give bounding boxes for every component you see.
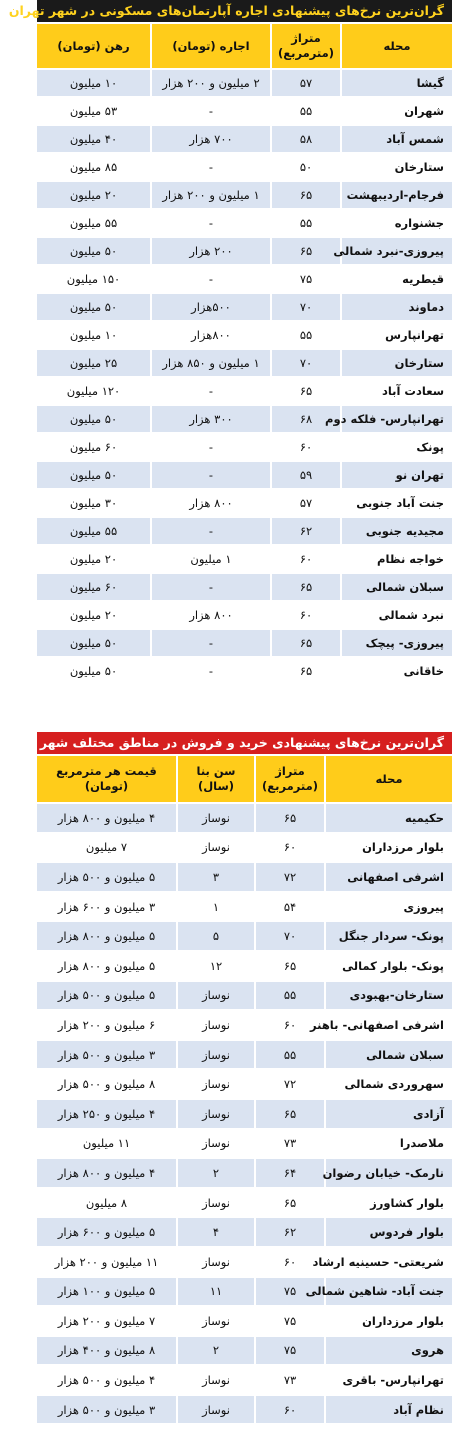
rent-cell-deposit: ۵۰ میلیون: [37, 462, 150, 488]
table-row: [37, 893, 452, 921]
table-row: [37, 378, 452, 404]
table-row: [37, 1307, 452, 1335]
sale-cell-area: نارمک- خیابان رضوان: [324, 1159, 452, 1187]
rent-cell-size: ۵۵: [270, 322, 340, 348]
sale-cell-price: ۵ میلیون و ۵۰۰ هزار: [37, 982, 176, 1010]
rent-cell-deposit: ۵۰ میلیون: [37, 294, 150, 320]
sale-cell-size: ۷۳: [254, 1366, 324, 1394]
rent-cell-rent: -: [150, 266, 270, 292]
rent-cell-size: ۵۸: [270, 126, 340, 152]
table-row: [37, 952, 452, 980]
sale-cell-age: نوساز: [176, 1307, 254, 1335]
table-row: [37, 1248, 452, 1276]
rent-cell-size: ۶۰: [270, 546, 340, 572]
sale-cell-price: ۱۱ میلیون و ۲۰۰ هزار: [37, 1248, 176, 1276]
rent-cell-deposit: ۵۰ میلیون: [37, 406, 150, 432]
sale-cell-size: ۷۵: [254, 1307, 324, 1335]
table-row: [37, 98, 452, 124]
rent-cell-rent: -: [150, 462, 270, 488]
rent-cell-rent: ۱ میلیون و ۲۰۰ هزار: [150, 182, 270, 208]
rent-cell-deposit: ۵۰ میلیون: [37, 630, 150, 656]
rent-cell-size: ۶۰: [270, 602, 340, 628]
table-row: [37, 1396, 452, 1424]
rent-header-row: [37, 24, 452, 68]
sale-cell-size: ۷۰: [254, 922, 324, 950]
rent-cell-deposit: ۱۵۰ میلیون: [37, 266, 150, 292]
sale-cell-age: نوساز: [176, 1011, 254, 1039]
table-row: [37, 490, 452, 516]
rent-cell-rent: ۷۰۰ هزار: [150, 126, 270, 152]
rent-cell-deposit: ۴۰ میلیون: [37, 126, 150, 152]
table-row: [37, 834, 452, 862]
table-row: [37, 1366, 452, 1394]
table-row: [37, 70, 452, 96]
rent-cell-area: جنت آباد جنوبی: [340, 490, 452, 516]
table-row: [37, 462, 452, 488]
table-row: [37, 1189, 452, 1217]
rent-table: [37, 22, 452, 686]
table-row: [37, 126, 452, 152]
sale-cell-price: ۳ میلیون و ۶۰۰ هزار: [37, 893, 176, 921]
rent-cell-size: ۶۰: [270, 434, 340, 460]
sale-cell-price: ۵ میلیون و ۸۰۰ هزار: [37, 952, 176, 980]
sale-cell-size: ۶۰: [254, 1011, 324, 1039]
rent-cell-rent: ۳۰۰ هزار: [150, 406, 270, 432]
sale-cell-area: نظام آباد: [324, 1396, 452, 1424]
rent-cell-deposit: ۱۰ میلیون: [37, 322, 150, 348]
rent-cell-area: سعادت آباد: [340, 378, 452, 404]
table-row: [37, 546, 452, 572]
rent-header-rent: اجاره (تومان): [150, 24, 270, 68]
rent-cell-rent: -: [150, 630, 270, 656]
sale-cell-area: هروی: [324, 1337, 452, 1365]
rent-cell-rent: -: [150, 378, 270, 404]
table-row: [37, 1159, 452, 1187]
rent-cell-size: ۵۹: [270, 462, 340, 488]
rent-cell-rent: -: [150, 658, 270, 684]
table-row: [37, 602, 452, 628]
sale-cell-area: سبلان شمالی: [324, 1041, 452, 1069]
table-row: [37, 266, 452, 292]
sale-cell-price: ۸ میلیون و ۴۰۰ هزار: [37, 1337, 176, 1365]
sale-cell-age: ۳: [176, 863, 254, 891]
sale-cell-size: ۵۴: [254, 893, 324, 921]
table-row: [37, 804, 452, 832]
sale-cell-area: پونک- سردار جنگل: [324, 922, 452, 950]
sale-cell-size: ۵۵: [254, 1041, 324, 1069]
sale-cell-price: ۵ میلیون و ۱۰۰ هزار: [37, 1278, 176, 1306]
table-row: [37, 922, 452, 950]
sale-cell-price: ۴ میلیون و ۸۰۰ هزار: [37, 804, 176, 832]
rent-cell-deposit: ۸۵ میلیون: [37, 154, 150, 180]
table-row: [37, 322, 452, 348]
sale-cell-age: ۱: [176, 893, 254, 921]
rent-cell-size: ۵۰: [270, 154, 340, 180]
rent-cell-area: فرجام-اردیبهشت: [340, 182, 452, 208]
sale-cell-age: نوساز: [176, 1100, 254, 1128]
sale-cell-area: حکیمیه: [324, 804, 452, 832]
sale-cell-area: اشرفی اصفهانی: [324, 863, 452, 891]
sale-cell-price: ۴ میلیون و ۸۰۰ هزار: [37, 1159, 176, 1187]
sale-cell-price: ۴ میلیون و ۲۵۰ هزار: [37, 1100, 176, 1128]
sale-section: [0, 732, 452, 1425]
sale-cell-size: ۶۲: [254, 1218, 324, 1246]
sale-table: [37, 754, 452, 1425]
rent-cell-rent: -: [150, 518, 270, 544]
rent-cell-rent: -: [150, 154, 270, 180]
rent-cell-area: گیشا: [340, 70, 452, 96]
sale-cell-age: نوساز: [176, 1248, 254, 1276]
rent-cell-deposit: ۲۰ میلیون: [37, 546, 150, 572]
rent-cell-rent: -: [150, 98, 270, 124]
sale-header-area: محله: [324, 756, 452, 802]
sale-cell-area: ستارخان-بهبودی: [324, 982, 452, 1010]
rent-cell-deposit: ۳۰ میلیون: [37, 490, 150, 516]
rent-cell-area: شهران: [340, 98, 452, 124]
sale-cell-price: ۷ میلیون و ۲۰۰ هزار: [37, 1307, 176, 1335]
rent-cell-size: ۶۵: [270, 630, 340, 656]
sale-cell-area: بلوار کشاورز: [324, 1189, 452, 1217]
table-row: [37, 350, 452, 376]
table-row: [37, 574, 452, 600]
sale-cell-area: بلوار مرزداران: [324, 1307, 452, 1335]
table-row: [37, 210, 452, 236]
table-row: [37, 238, 452, 264]
rent-cell-area: دماوند: [340, 294, 452, 320]
rent-cell-size: ۷۵: [270, 266, 340, 292]
table-row: [37, 294, 452, 320]
table-row: [37, 658, 452, 684]
rent-cell-deposit: ۵۰ میلیون: [37, 238, 150, 264]
sale-cell-area: پونک- بلوار کمالی: [324, 952, 452, 980]
sale-cell-area: تهرانپارس- باقری: [324, 1366, 452, 1394]
table-row: [37, 1011, 452, 1039]
rent-cell-rent: ۸۰۰هزار: [150, 322, 270, 348]
sale-cell-age: نوساز: [176, 1396, 254, 1424]
table-row: [37, 982, 452, 1010]
rent-cell-area: خواجه نظام: [340, 546, 452, 572]
sale-cell-price: ۶ میلیون و ۲۰۰ هزار: [37, 1011, 176, 1039]
rent-cell-area: مجیدیه جنوبی: [340, 518, 452, 544]
table-row: [37, 1130, 452, 1158]
sale-cell-size: ۶۴: [254, 1159, 324, 1187]
rent-cell-size: ۶۲: [270, 518, 340, 544]
sale-cell-age: ۲: [176, 1337, 254, 1365]
rent-cell-area: تهرانپارس: [340, 322, 452, 348]
sale-cell-age: نوساز: [176, 834, 254, 862]
rent-cell-area: پونک: [340, 434, 452, 460]
rent-header-area: محله: [340, 24, 452, 68]
rent-cell-rent: -: [150, 574, 270, 600]
sale-cell-size: ۶۰: [254, 1396, 324, 1424]
rent-cell-deposit: ۲۵ میلیون: [37, 350, 150, 376]
rent-cell-area: ستارخان: [340, 350, 452, 376]
table-row: [37, 1337, 452, 1365]
rent-cell-deposit: ۱۲۰ میلیون: [37, 378, 150, 404]
sale-cell-size: ۷۲: [254, 863, 324, 891]
rent-cell-size: ۶۵: [270, 378, 340, 404]
sale-cell-size: ۷۳: [254, 1130, 324, 1158]
rent-cell-area: خاقانی: [340, 658, 452, 684]
rent-cell-size: ۷۰: [270, 294, 340, 320]
rent-header-size: متراژ (مترمربع): [270, 24, 340, 68]
sale-cell-price: ۸ میلیون و ۵۰۰ هزار: [37, 1070, 176, 1098]
sale-cell-area: سهروردی شمالی: [324, 1070, 452, 1098]
table-row: [37, 434, 452, 460]
rent-cell-size: ۵۷: [270, 70, 340, 96]
rent-title: گران‌ترین نرخ‌های پیشنهادی اجاره آپارتمان‌های مسکونی در شهر تهران: [37, 0, 452, 22]
table-row: [37, 1218, 452, 1246]
sale-cell-size: ۶۵: [254, 804, 324, 832]
table-row: [37, 1278, 452, 1306]
rent-cell-deposit: ۲۰ میلیون: [37, 182, 150, 208]
sale-cell-size: ۶۰: [254, 834, 324, 862]
rent-cell-area: نبرد شمالی: [340, 602, 452, 628]
sale-cell-price: ۳ میلیون و ۵۰۰ هزار: [37, 1041, 176, 1069]
table-row: [37, 406, 452, 432]
rent-cell-rent: ۱ میلیون و ۸۵۰ هزار: [150, 350, 270, 376]
sale-cell-price: ۵ میلیون و ۶۰۰ هزار: [37, 1218, 176, 1246]
sale-cell-price: ۷ میلیون: [37, 834, 176, 862]
sale-cell-age: ۴: [176, 1218, 254, 1246]
rent-cell-rent: ۸۰۰ هزار: [150, 602, 270, 628]
sale-cell-age: نوساز: [176, 1366, 254, 1394]
sale-cell-price: ۸ میلیون: [37, 1189, 176, 1217]
sale-cell-age: نوساز: [176, 1041, 254, 1069]
sale-table-body: [37, 804, 452, 1423]
rent-cell-area: ستارخان: [340, 154, 452, 180]
sale-cell-age: ۲: [176, 1159, 254, 1187]
sale-cell-age: نوساز: [176, 1130, 254, 1158]
rent-cell-size: ۵۵: [270, 210, 340, 236]
rent-cell-area: تهرانپارس- فلکه دوم: [340, 406, 452, 432]
rent-cell-deposit: ۱۰ میلیون: [37, 70, 150, 96]
table-row: [37, 518, 452, 544]
rent-cell-rent: ۱ میلیون: [150, 546, 270, 572]
sale-cell-age: نوساز: [176, 1189, 254, 1217]
sale-cell-age: نوساز: [176, 1070, 254, 1098]
sale-cell-area: شریعتی- حسینیه ارشاد: [324, 1248, 452, 1276]
sale-cell-size: ۶۰: [254, 1248, 324, 1276]
sale-cell-size: ۶۵: [254, 1189, 324, 1217]
sale-cell-age: ۱۱: [176, 1278, 254, 1306]
sale-cell-size: ۷۵: [254, 1337, 324, 1365]
sale-cell-size: ۵۵: [254, 982, 324, 1010]
rent-cell-rent: -: [150, 210, 270, 236]
sale-cell-age: نوساز: [176, 982, 254, 1010]
sale-header-age: سن بنا (سال): [176, 756, 254, 802]
sale-header-price: قیمت هر مترمربع (تومان): [37, 756, 176, 802]
sale-cell-area: جنت آباد- شاهین شمالی: [324, 1278, 452, 1306]
sale-cell-price: ۵ میلیون و ۵۰۰ هزار: [37, 863, 176, 891]
sale-header-size: متراژ (مترمربع): [254, 756, 324, 802]
rent-cell-area: تهران نو: [340, 462, 452, 488]
rent-cell-deposit: ۵۳ میلیون: [37, 98, 150, 124]
table-row: [37, 1041, 452, 1069]
sale-cell-size: ۶۵: [254, 1100, 324, 1128]
table-row: [37, 154, 452, 180]
table-row: [37, 630, 452, 656]
sale-cell-area: پیروزی: [324, 893, 452, 921]
sale-cell-price: ۵ میلیون و ۸۰۰ هزار: [37, 922, 176, 950]
rent-cell-area: سبلان شمالی: [340, 574, 452, 600]
table-row: [37, 1070, 452, 1098]
rent-cell-size: ۶۸: [270, 406, 340, 432]
rent-cell-area: جشنواره: [340, 210, 452, 236]
rent-cell-area: شمس آباد: [340, 126, 452, 152]
sale-cell-area: بلوار فردوس: [324, 1218, 452, 1246]
sale-cell-age: نوساز: [176, 804, 254, 832]
rent-cell-rent: ۵۰۰هزار: [150, 294, 270, 320]
sale-cell-size: ۶۵: [254, 952, 324, 980]
sale-cell-size: ۷۵: [254, 1278, 324, 1306]
rent-cell-deposit: ۶۰ میلیون: [37, 574, 150, 600]
sale-header-row: [37, 756, 452, 802]
rent-cell-size: ۵۵: [270, 98, 340, 124]
rent-cell-deposit: ۲۰ میلیون: [37, 602, 150, 628]
rent-cell-deposit: ۵۵ میلیون: [37, 518, 150, 544]
rent-section: [8, 0, 452, 686]
rent-cell-size: ۷۰: [270, 350, 340, 376]
rent-cell-area: قیطریه: [340, 266, 452, 292]
rent-cell-rent: ۲ میلیون و ۲۰۰ هزار: [150, 70, 270, 96]
rent-cell-size: ۶۵: [270, 182, 340, 208]
sale-cell-area: ملاصدرا: [324, 1130, 452, 1158]
table-row: [37, 182, 452, 208]
table-row: [37, 863, 452, 891]
sale-cell-area: آزادی: [324, 1100, 452, 1128]
sale-cell-age: ۵: [176, 922, 254, 950]
sale-cell-area: اشرفی اصفهانی- باهنر: [324, 1011, 452, 1039]
sale-cell-price: ۴ میلیون و ۵۰۰ هزار: [37, 1366, 176, 1394]
rent-cell-deposit: ۵۵ میلیون: [37, 210, 150, 236]
sale-cell-price: ۱۱ میلیون: [37, 1130, 176, 1158]
rent-cell-area: پیروزی- پیچک: [340, 630, 452, 656]
rent-cell-size: ۶۵: [270, 658, 340, 684]
rent-cell-deposit: ۶۰ میلیون: [37, 434, 150, 460]
sale-cell-price: ۳ میلیون و ۵۰۰ هزار: [37, 1396, 176, 1424]
rent-cell-size: ۵۷: [270, 490, 340, 516]
sale-cell-age: ۱۲: [176, 952, 254, 980]
rent-cell-rent: -: [150, 434, 270, 460]
sale-cell-size: ۷۲: [254, 1070, 324, 1098]
rent-cell-rent: ۲۰۰ هزار: [150, 238, 270, 264]
rent-cell-size: ۶۵: [270, 574, 340, 600]
rent-cell-area: پیروزی-نبرد شمالی: [340, 238, 452, 264]
sale-cell-area: بلوار مرزداران: [324, 834, 452, 862]
rent-cell-rent: ۸۰۰ هزار: [150, 490, 270, 516]
rent-header-deposit: رهن (تومان): [37, 24, 150, 68]
sale-title: گران‌ترین نرخ‌های پیشنهادی خرید و فروش در مناطق مختلف شهر تهران: [37, 732, 452, 754]
rent-table-body: [37, 70, 452, 684]
rent-cell-deposit: ۵۰ میلیون: [37, 658, 150, 684]
table-row: [37, 1100, 452, 1128]
rent-cell-size: ۶۵: [270, 238, 340, 264]
